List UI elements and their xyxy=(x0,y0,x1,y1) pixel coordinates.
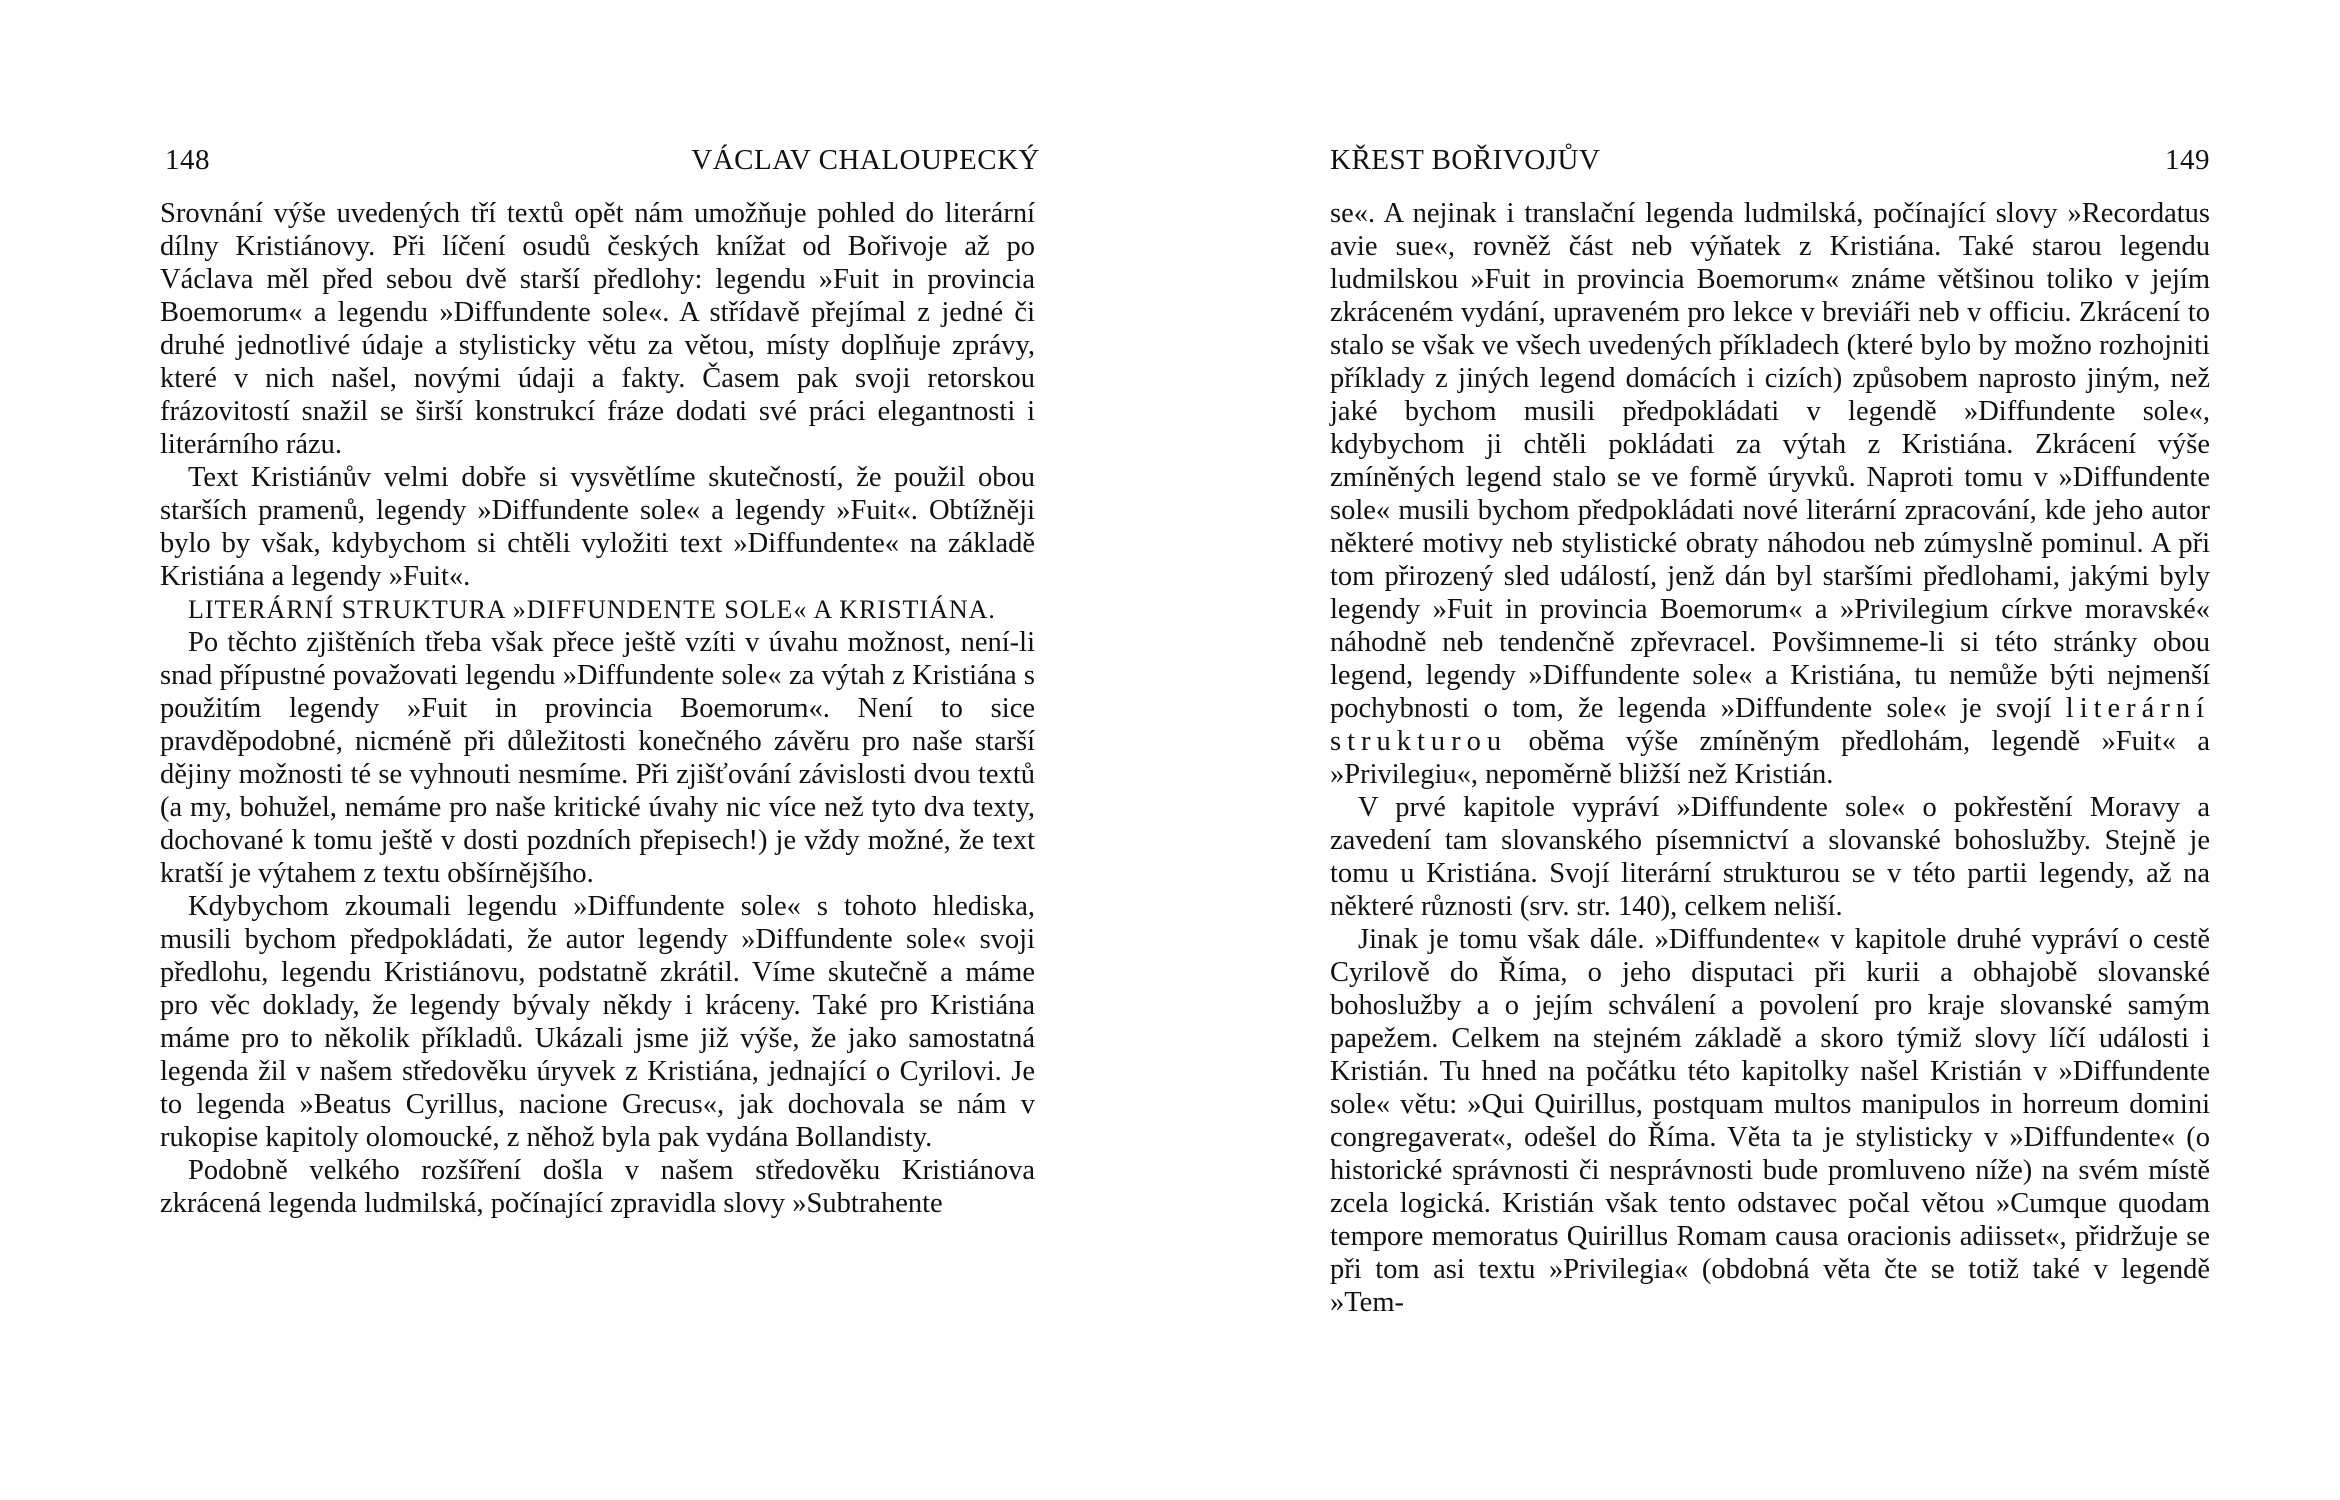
running-head-title-left: VÁCLAV CHALOUPECKÝ xyxy=(691,144,1040,176)
left-text-block xyxy=(160,197,1035,1220)
running-head-left xyxy=(165,140,1040,180)
spaced-emphasis: literární strukturou xyxy=(1330,693,2210,757)
paragraph: Jinak je tomu však dále. »Diffundente« v kapitole druhé vypráví o cestě Cyrilově do Říma, o jeho disputaci při kurii a obhajobě slovanské bohoslužby a o jejím schválení a povolení pro kraje slovanské samým papežem. Celkem na stejném základě a skoro týmiž slovy líčí události i Kristián. Tu hned na počátku této kapitolky našel Kristián v »Diffundente sole« větu: »Qui Quirillus, postquam multos manipulos in horreum domini congregaverat«, odešel do Říma. Věta ta je stylisticky v »Diffundente« (o historické správnosti či nesprávnosti bude promluveno níže) na svém místě zcela logická. Kristián však tento odstavec počal větou »Cumque quodam tempore memoratus Quirillus Romam causa oracionis adiisset«, přidržuje se při tom asi textu »Privilegia« (obdobná věta čte se totiž také v legendě »Tem- xyxy=(1330,924,2210,1318)
right-page xyxy=(1170,0,2340,1500)
paragraph-text: se«. A nejinak i translační legenda ludmilská, počínající slovy »Recordatus avie sue«, rovněž část neb výňatek z Kristiána. Také starou legendu ludmilskou »Fuit in provincia Boemorum« známe většinou toliko v jejím zkráceném vydání, upraveném pro lekce v breviáři neb v officiu. Zkrácení to stalo se však ve všech uvedených příkladech (které bylo by možno rozhojniti příklady z jiných legend domácích i cizích) způsobem naprosto jiným, než jaké bychom musili předpokládati v legendě »Diffundente sole«, kdybychom ji chtěli pokládati za výtah z Kristiána. Zkrácení výše zmíněných legend stalo se ve formě úryvků. Naproti tomu v »Diffundente sole« musili bychom předpokládati nové literární zpracování, kde jeho autor některé motivy neb stylistické obraty náhodou neb zúmyslně pominul. A při tom přirozený sled událostí, jenž dán byl staršími předlohami, jakými byly legendy »Fuit in provincia Boemorum« a »Privilegium církve moravské« náhodně neb tendenčně zpřevracel. Povšimneme-li si této stránky obou legend, legendy »Diffundente sole« a Kristiána, tu nemůže býti nejmenší pochybnosti o tom, že legenda »Diffundente sole« je svojí xyxy=(1330,198,2210,724)
paragraph: Kdybychom zkoumali legendu »Diffundente sole« s tohoto hlediska, musili bychom předpokládati, že autor legendy »Diffundente sole« svoji předlohu, legendu Kristiánovu, podstatně zkrátil. Víme skutečně a máme pro věc doklady, že legendy bývaly někdy i kráceny. Také pro Kristiána máme pro to několik příkladů. Ukázali jsme již výše, že jako samostatná legenda žil v našem středověku úryvek z Kristiána, jednající o Cyrilovi. Je to legenda »Beatus Cyrillus, nacione Grecus«, jak dochovala se nám v rukopise kapitoly olomoucké, z něhož byla pak vydána Bollandisty. xyxy=(160,891,1035,1153)
page-number-left: 148 xyxy=(165,144,210,176)
paragraph: Srovnání výše uvedených tří textů opět nám umožňuje pohled do literární dílny Kristiánovy. Při líčení osudů českých knížat od Bořivoje až po Václava měl před sebou dvě starší předlohy: legendu »Fuit in provincia Boemorum« a legendu »Diffundente sole«. A střídavě přejímal z jedné či druhé jednotlivé údaje a stylisticky větu za větou, místy doplňuje zprávy, které v nich našel, novými údaji a fakty. Časem pak svoji retorskou frázovitostí snažil se širší konstrukcí fráze dodati své práci elegantnosti i literárního rázu. xyxy=(160,198,1035,460)
paragraph: Po těchto zjištěních třeba však přece ještě vzíti v úvahu možnost, není-li snad přípustné považovati legendu »Diffundente sole« za výtah z Kristiána s použitím legendy »Fuit in provincia Boemorum«. Není to sice pravděpodobné, nicméně při důležitosti konečného závěru pro naše starší dějiny možnosti té se vyhnouti nesmíme. Při zjišťování závislosti dvou textů (a my, bohužel, nemáme pro naše kritické úvahy nic více než tyto dva texty, dochované k tomu ještě v dosti pozdních přepisech!) je vždy možné, že text kratší je výtahem z textu obšírnějšího. xyxy=(160,627,1035,889)
paragraph: V prvé kapitole vypráví »Diffundente sole« o pokřestění Moravy a zavedení tam slovanského písemnictví a slovanské bohoslužby. Stejně je tomu u Kristiána. Svojí literární strukturou se v této partii legendy, až na některé různosti (srv. str. 140), celkem neliší. xyxy=(1330,792,2210,922)
running-head-title-right: KŘEST BOŘIVOJŮV xyxy=(1330,144,1601,176)
paragraph xyxy=(1330,197,2210,791)
paragraph: Text Kristiánův velmi dobře si vysvětlíme skutečností, že použil obou starších pramenů, legendy »Diffundente sole« a legendy »Fuit«. Obtížněji bylo by však, kdybychom si chtěli vyložiti text »Diffundente« na základě Kristiána a legendy »Fuit«. xyxy=(160,462,1035,592)
page-number-right: 149 xyxy=(2165,144,2210,176)
right-text-block xyxy=(1330,197,2210,1319)
paragraph-tail: oběma výše zmíněným předlohám, legendě »Fuit« a »Privilegiu«, nepoměrně bližší než Kristián. xyxy=(1330,726,2211,790)
paragraph: Podobně velkého rozšíření došla v našem středověku Kristiánova zkrácená legenda ludmilská, počínající zpravidla slovy »Subtrahente xyxy=(160,1155,1035,1219)
running-head-right xyxy=(1330,140,2210,180)
section-heading: LITERÁRNÍ STRUKTURA »DIFFUNDENTE SOLE« A KRISTIÁNA. xyxy=(188,595,996,624)
